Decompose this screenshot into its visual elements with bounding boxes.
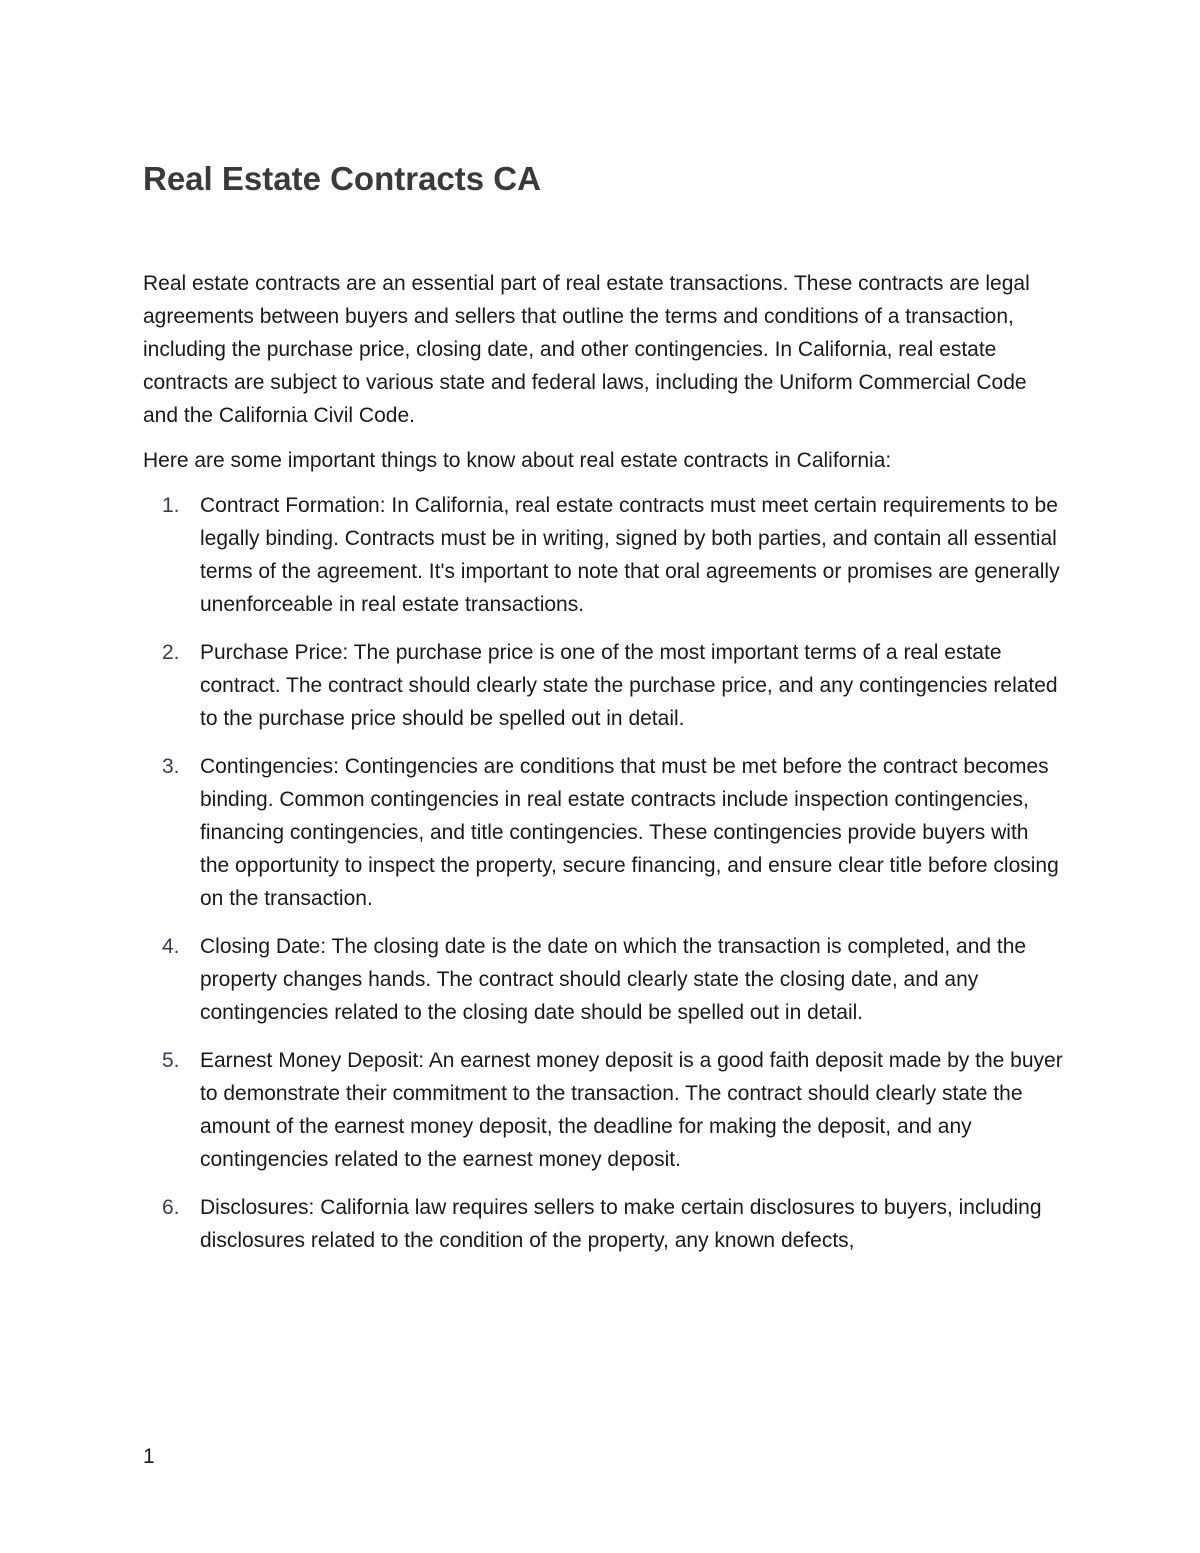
list-item — [143, 930, 1063, 1029]
list-item-number: 3. — [162, 755, 180, 778]
numbered-list — [143, 489, 1063, 1257]
list-item-number: 2. — [162, 641, 180, 664]
list-item-number: 6. — [162, 1196, 180, 1219]
list-item-text: Purchase Price: The purchase price is one of the most important terms of a real estate contract. The contract should clearly state the purchase price, and any contingencies related to the purchase price should be spelled out in detail. — [200, 641, 1058, 730]
list-item-text: Contract Formation: In California, real estate contracts must meet certain requirements to be legally binding. Contracts must be in writing, signed by both parties, and contain all essential terms of the agreement. It's important to note that oral agreements or promises are generally unenforceable in real estate transactions. — [200, 494, 1060, 616]
list-item — [143, 750, 1063, 915]
list-item-text: Closing Date: The closing date is the date on which the transaction is completed, and the property changes hands. The contract should clearly state the closing date, and any contingencies related to the closing date should be spelled out in detail. — [200, 935, 1027, 1024]
intro-paragraph: Real estate contracts are an essential part of real estate transactions. These contracts are legal agreements between buyers and sellers that outline the terms and conditions of a transaction, including the purchase price, closing date, and other contingencies. In California, real estate contracts are subject to various state and federal laws, including the Uniform Commercial Code and the California Civil Code. — [143, 272, 1030, 427]
list-item-number: 5. — [162, 1049, 180, 1072]
document-body — [143, 267, 1063, 1272]
list-item — [143, 1044, 1063, 1176]
list-item-text: Disclosures: California law requires sellers to make certain disclosures to buyers, including disclosures related to the condition of the property, any known defects, — [200, 1196, 1042, 1252]
list-item-number: 1. — [162, 494, 180, 517]
page-number: 1 — [143, 1445, 155, 1468]
list-item-text: Earnest Money Deposit: An earnest money deposit is a good faith deposit made by the buyer to demonstrate their commitment to the transaction. The contract should clearly state the amount of the earnest money deposit, the deadline for making the deposit, and any contingencies related to the earnest money deposit. — [200, 1049, 1063, 1171]
list-item — [143, 636, 1063, 735]
page-title: Real Estate Contracts CA — [143, 160, 541, 197]
list-item — [143, 1191, 1063, 1257]
list-item — [143, 489, 1063, 621]
list-item-text: Contingencies: Contingencies are conditions that must be met before the contract becomes binding. Common contingencies in real estate contracts include inspection contingencies, financing contingencies, and title contingencies. These contingencies provide buyers with the opportunity to inspect the property, secure financing, and ensure clear title before closing on the transaction. — [200, 755, 1059, 910]
list-item-number: 4. — [162, 935, 180, 958]
lead-paragraph: Here are some important things to know about real estate contracts in California: — [143, 449, 892, 472]
